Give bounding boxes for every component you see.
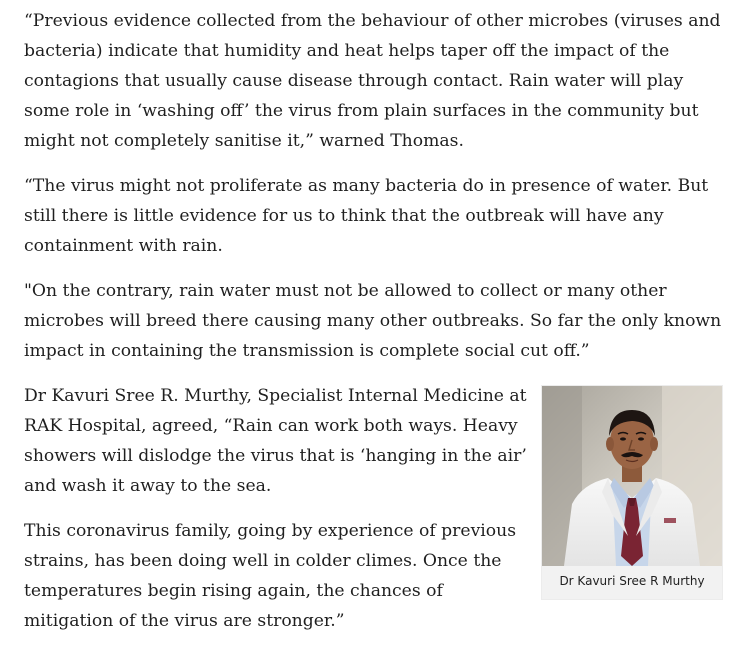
article-paragraph: “Previous evidence collected from the behaviour of other microbes (viruses and bacteria) indicate that humidity and heat helps taper off the impact of the contagions that usually cause disease through contact. Rain water will play some role in ‘washing off’ the virus from plain surfaces in the community but might not completely sanitise it,” warned Thomas. bbox=[24, 11, 721, 151]
article-figure bbox=[541, 385, 723, 600]
article-paragraph: "On the contrary, rain water must not be allowed to collect or many other microbes will breed there causing many other outbreaks. So far the only known impact in containing the transmission is complete social cut off.” bbox=[24, 281, 722, 361]
doctor-photo bbox=[542, 386, 722, 566]
figure-caption: Dr Kavuri Sree R Murthy bbox=[559, 574, 705, 588]
article-paragraph: Dr Kavuri Sree R. Murthy, Specialist Internal Medicine at RAK Hospital, agreed, “Rain can work both ways. Heavy showers will dislodge the virus that is ‘hanging in the air’ and wash it away to the sea. bbox=[24, 386, 527, 496]
article-paragraph: “The virus might not proliferate as many bacteria do in presence of water. But still there is little evidence for us to think that the outbreak will have any containment with rain. bbox=[24, 176, 709, 256]
article-paragraph: This coronavirus family, going by experience of previous strains, has been doing well in colder climes. Once the temperatures begin rising again, the chances of mitigation of the virus are stronger.” bbox=[24, 521, 517, 631]
